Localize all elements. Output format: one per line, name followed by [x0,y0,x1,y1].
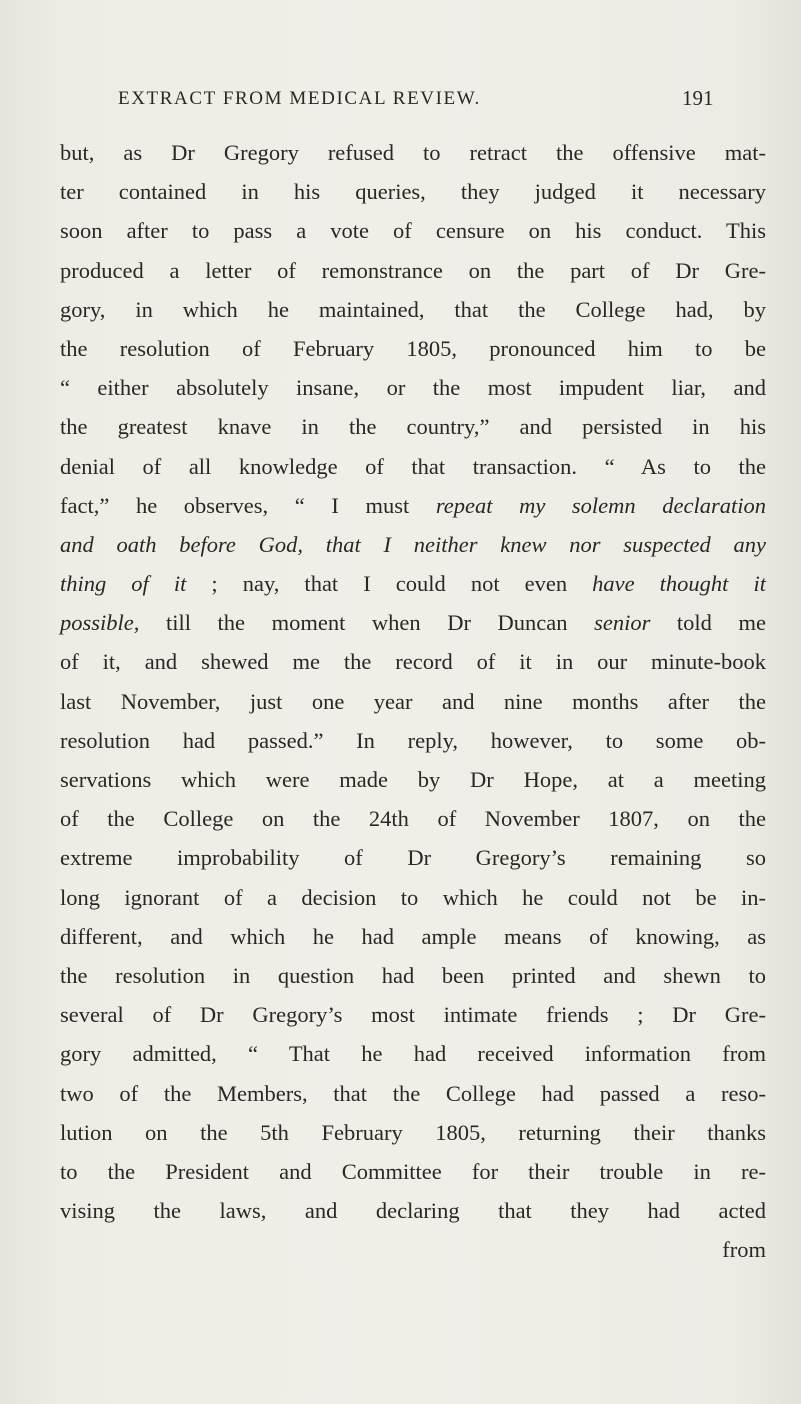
text-run: the resolution in question had been printed and shewn to [60,962,766,988]
text-run: last November, just one year and nine months after the [60,688,766,714]
text-run: different, and which he had ample means of knowing, as [60,923,766,949]
text-run: several of Dr Gregory’s most intimate friends ; Dr Gre- [60,1002,766,1028]
page-header [60,88,760,118]
text-line [60,251,766,290]
text-line [60,368,766,407]
text-run: ter contained in his queries, they judged it necessary [60,179,766,205]
text-run: denial of all knowledge of that transaction. “ As to the [60,453,766,479]
text-run: vising the laws, and declaring that they had acted [60,1198,766,1224]
text-line [60,447,766,486]
text-run: gory admitted, “ That he had received information from [60,1041,766,1067]
italic-run: possible, [60,610,140,636]
text-run: extreme improbability of Dr Gregory’s remaining so [60,845,766,871]
text-run: “ either absolutely insane, or the most impudent liar, and [60,375,766,401]
text-run: resolution had passed.” In reply, however, to some ob- [60,727,766,753]
text-run: soon after to pass a vote of censure on his conduct. This [60,218,766,244]
text-run: of the College on the 24th of November 1807, on the [60,806,766,832]
text-line [60,642,766,681]
italic-run: thing of it [60,571,187,597]
text-line [60,1230,766,1269]
text-line [60,721,766,760]
text-run: till the moment when Dr Duncan [139,610,595,636]
text-line [60,799,766,838]
text-run: but, as Dr Gregory refused to retract the offensive mat- [60,140,766,165]
text-line [60,995,766,1034]
text-line [60,290,766,329]
text-line [60,1191,766,1230]
text-line [60,329,766,368]
italic-run: senior [594,610,651,636]
text-run: servations which were made by Dr Hope, at a meeting [60,767,766,792]
italic-run: repeat my solemn declaration [435,492,766,518]
text-line [60,407,766,446]
text-line [60,1113,766,1152]
body-text [60,133,766,1269]
text-line [60,682,766,721]
italic-run: have thought it [592,571,766,597]
text-run: produced a letter of remonstrance on the part of Dr Gre- [60,257,766,283]
text-run: from [722,1237,766,1263]
text-line [60,878,766,917]
text-run: the resolution of February 1805, pronounced him to be [60,335,766,361]
text-line [60,838,766,877]
text-line [60,564,766,603]
text-run: lution on the 5th February 1805, returning their thanks [60,1119,766,1145]
text-run: to the President and Committee for their trouble in re- [60,1158,766,1184]
text-line [60,211,766,250]
text-run: gory, in which he maintained, that the College had, by [60,296,766,322]
text-line [60,956,766,995]
text-run: long ignorant of a decision to which he could not be in- [60,884,766,910]
text-line [60,133,766,172]
text-line [60,486,766,525]
text-run: fact,” he observes, “ I must [60,492,436,518]
text-run: told me [650,610,766,636]
text-line [60,917,766,956]
running-head: EXTRACT FROM MEDICAL REVIEW. [118,88,481,109]
text-line [60,172,766,211]
text-run: of it, and shewed me the record of it in our minute-book [60,649,766,675]
text-run: ; nay, that I could not even [186,571,593,597]
text-line [60,603,766,642]
page-number: 191 [682,86,714,110]
text-run: two of the Members, that the College had passed a reso- [60,1080,766,1106]
text-line [60,760,766,799]
text-line [60,1152,766,1191]
text-run: the greatest knave in the country,” and persisted in his [60,414,766,440]
text-line [60,1034,766,1073]
text-line [60,1074,766,1113]
text-line [60,525,766,564]
italic-run: and oath before God, that I neither knew nor suspected any [60,531,766,557]
